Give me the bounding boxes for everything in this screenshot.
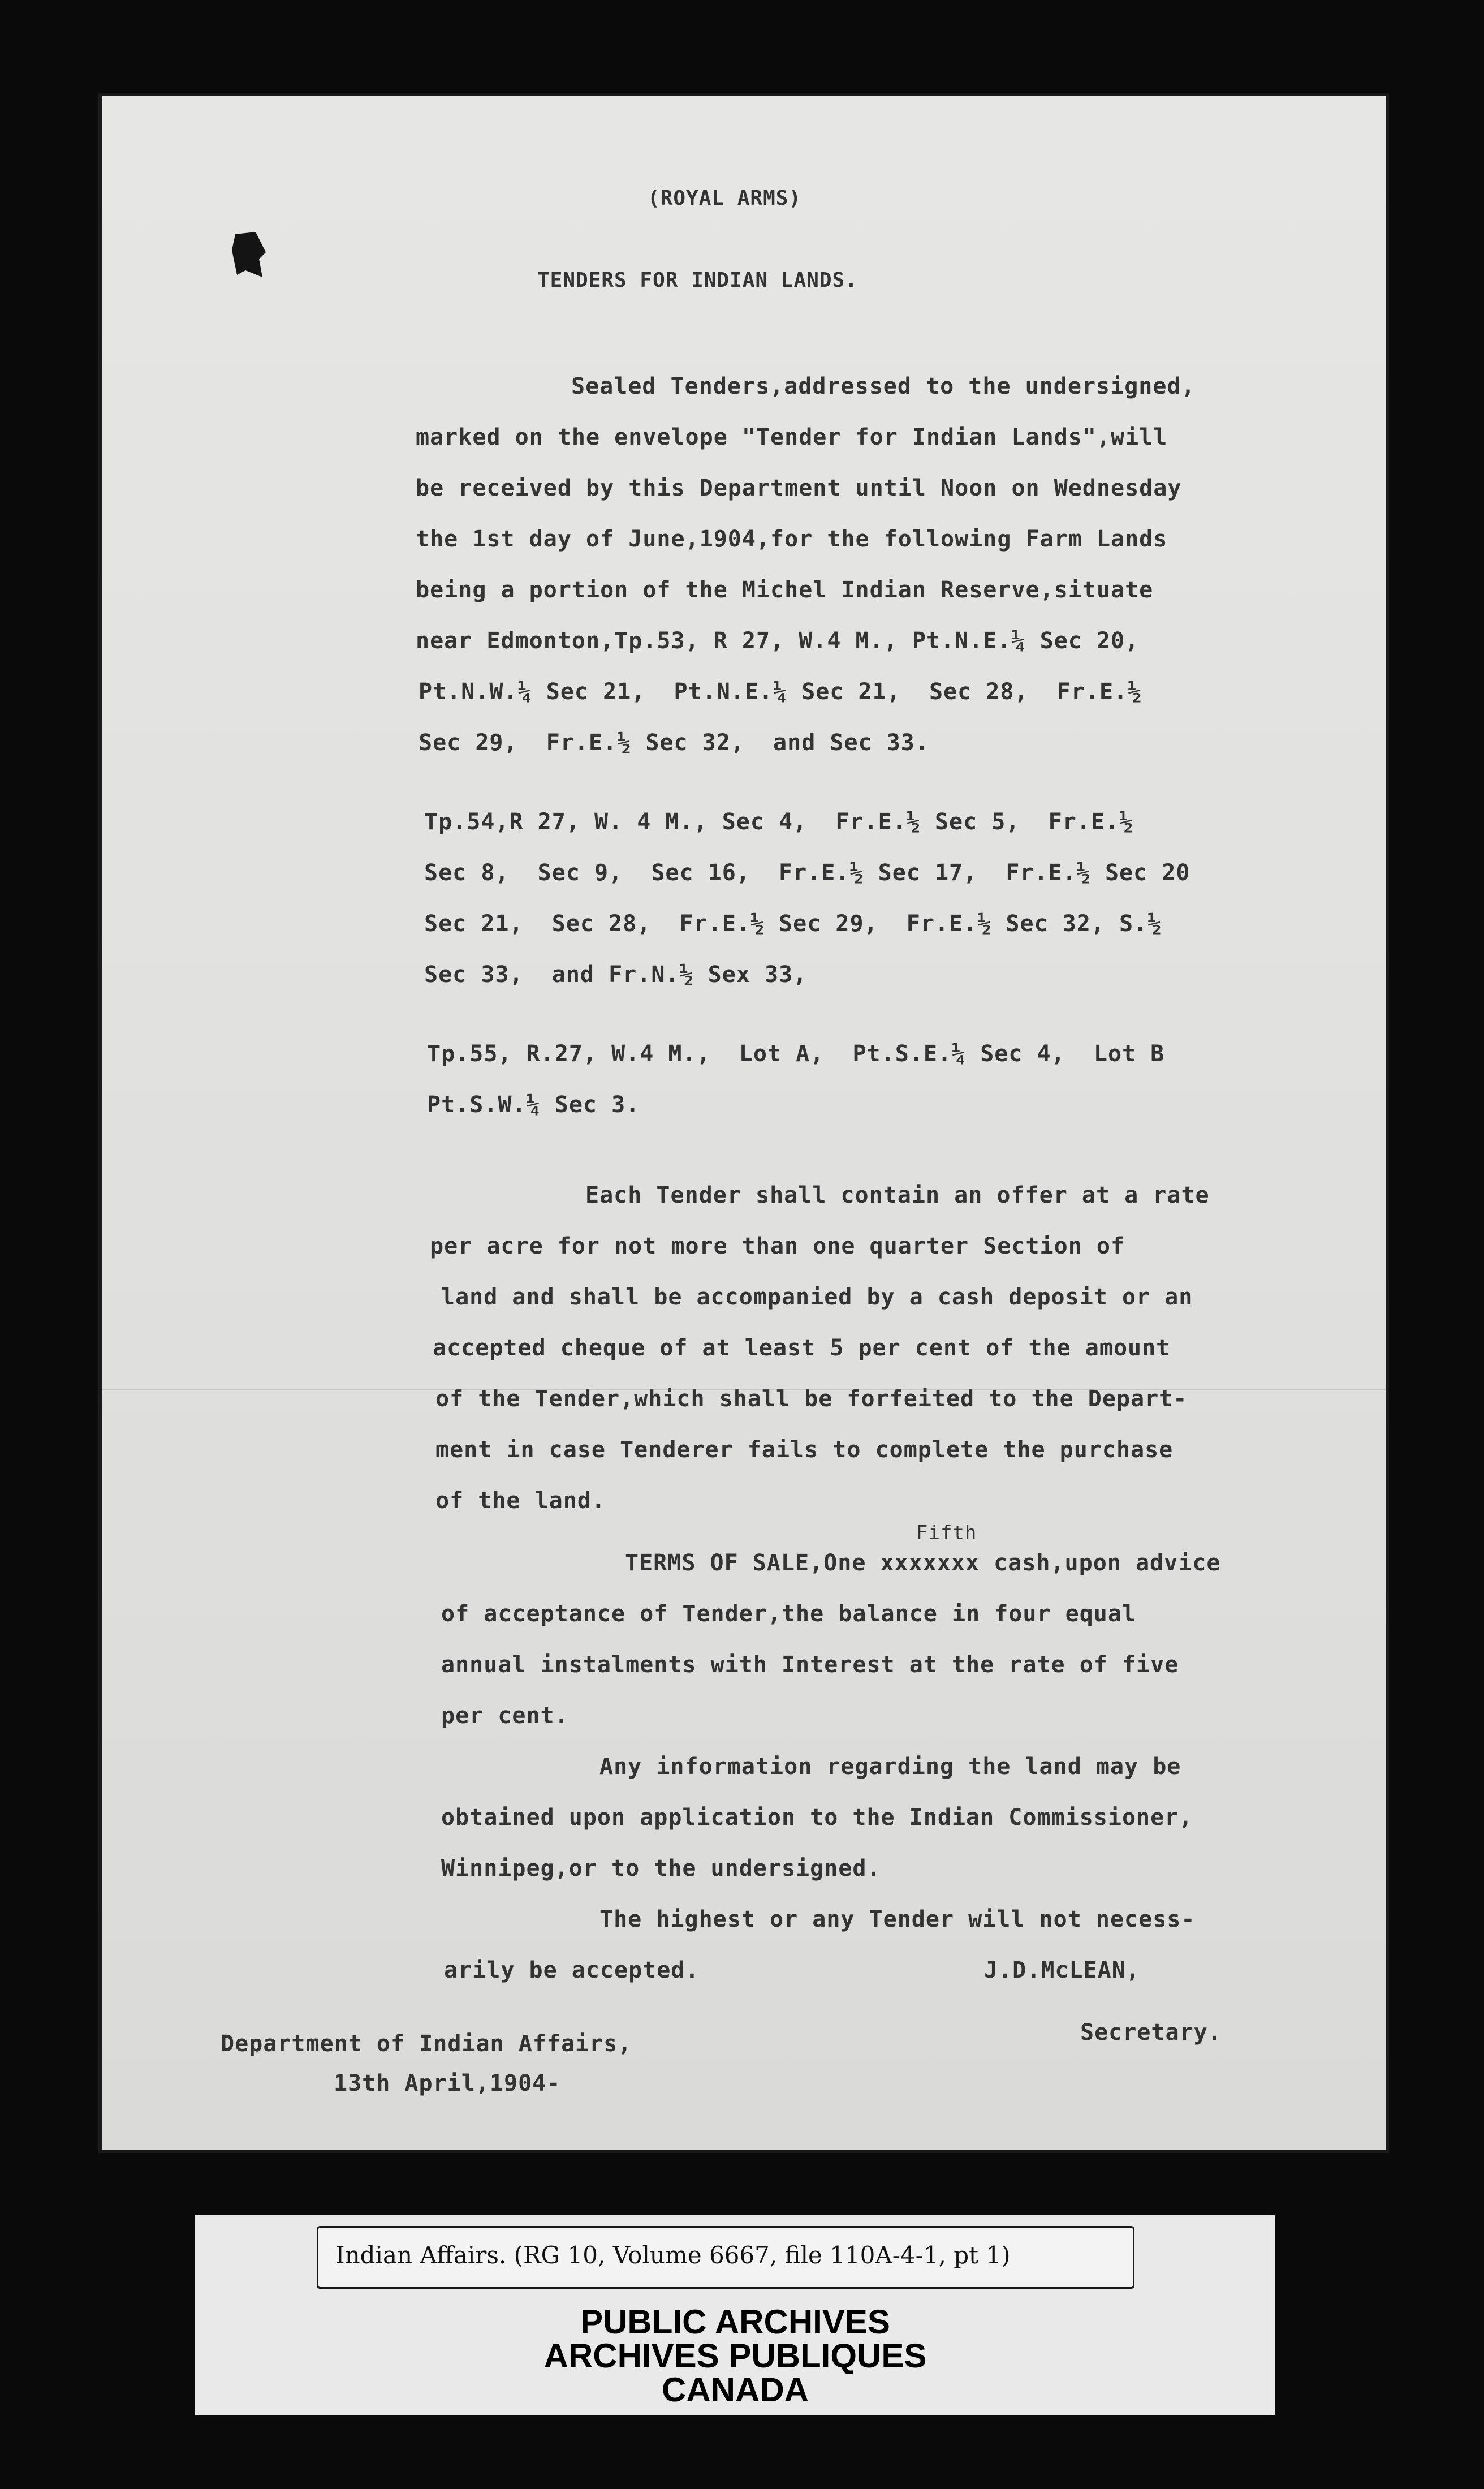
paragraph-1-line: be received by this Department until Noon on Wednesday <box>416 475 1182 501</box>
paragraph-5-line: TERMS OF SALE,One xxxxxxx cash,upon advice <box>625 1550 1221 1576</box>
paragraph-6-line: obtained upon application to the Indian Commissioner, <box>441 1805 1193 1831</box>
paragraph-1-line: Pt.N.W.¼ Sec 21, Pt.N.E.¼ Sec 21, Sec 28, Fr.E.½ <box>419 679 1142 705</box>
signature-title: Secretary. <box>1080 2019 1222 2046</box>
paragraph-1-line: being a portion of the Michel Indian Reserve,situate <box>416 577 1154 603</box>
paragraph-1-line: the 1st day of June,1904,for the following Farm Lands <box>416 526 1168 552</box>
paragraph-1-line: Sealed Tenders,addressed to the undersigned, <box>571 373 1196 399</box>
department-name: Department of Indian Affairs, <box>221 2031 632 2057</box>
document-title: TENDERS FOR INDIAN LANDS. <box>537 269 858 292</box>
paragraph-2-line: Sec 21, Sec 28, Fr.E.½ Sec 29, Fr.E.½ Sec 32, S.½ <box>424 911 1162 937</box>
paragraph-5-line: of acceptance of Tender,the balance in four equal <box>441 1601 1137 1627</box>
document-date: 13th April,1904- <box>334 2070 561 2096</box>
ink-blot-mark <box>232 232 266 277</box>
paragraph-6-line: Any information regarding the land may be <box>599 1754 1181 1780</box>
paragraph-4-line: accepted cheque of at least 5 per cent of the amount <box>433 1335 1171 1361</box>
document-page <box>102 96 1386 2150</box>
paragraph-7-line: arily be accepted. <box>444 1957 700 1983</box>
paragraph-4-line: land and shall be accompanied by a cash deposit or an <box>441 1284 1193 1310</box>
archive-country: CANADA <box>662 2371 809 2409</box>
archive-citation: Indian Affairs. (RG 10, Volume 6667, file 110A-4-1, pt 1) <box>335 2241 1011 2269</box>
paragraph-7-line: The highest or any Tender will not necess- <box>599 1906 1196 1932</box>
archive-name-english: PUBLIC ARCHIVES <box>580 2303 890 2341</box>
paragraph-4-line: of the Tender,which shall be forfeited to the Depart- <box>435 1386 1188 1412</box>
paragraph-4-line: per acre for not more than one quarter Section of <box>430 1233 1125 1259</box>
royal-arms-heading: (ROYAL ARMS) <box>648 187 802 210</box>
paragraph-2-line: Sec 33, and Fr.N.½ Sex 33, <box>424 962 808 988</box>
inserted-word-fifth: Fifth <box>916 1522 977 1544</box>
paragraph-3-line: Tp.55, R.27, W.4 M., Lot A, Pt.S.E.¼ Sec 4, Lot B <box>427 1041 1165 1067</box>
archive-name-french: ARCHIVES PUBLIQUES <box>543 2337 927 2375</box>
signature-name: J.D.McLEAN, <box>984 1957 1140 1983</box>
archive-label <box>195 2215 1275 2415</box>
paragraph-4-line: ment in case Tenderer fails to complete the purchase <box>435 1437 1174 1463</box>
paragraph-2-line: Tp.54,R 27, W. 4 M., Sec 4, Fr.E.½ Sec 5, Fr.E.½ <box>424 809 1134 835</box>
paragraph-6-line: Winnipeg,or to the undersigned. <box>441 1855 881 1881</box>
paragraph-3-line: Pt.S.W.¼ Sec 3. <box>427 1092 640 1118</box>
paragraph-4-line: Each Tender shall contain an offer at a rate <box>585 1182 1210 1208</box>
paragraph-1-line: Sec 29, Fr.E.½ Sec 32, and Sec 33. <box>419 730 929 756</box>
citation-box <box>317 2226 1134 2289</box>
paragraph-2-line: Sec 8, Sec 9, Sec 16, Fr.E.½ Sec 17, Fr.E.½ Sec 20 <box>424 860 1190 886</box>
paragraph-5-line: annual instalments with Interest at the rate of five <box>441 1652 1179 1678</box>
paragraph-5-line: per cent. <box>441 1703 569 1729</box>
paragraph-4-line: of the land. <box>435 1488 606 1514</box>
paragraph-1-line: near Edmonton,Tp.53, R 27, W.4 M., Pt.N.E.¼ Sec 20, <box>416 628 1140 654</box>
paragraph-1-line: marked on the envelope "Tender for Indian Lands",will <box>416 424 1168 450</box>
